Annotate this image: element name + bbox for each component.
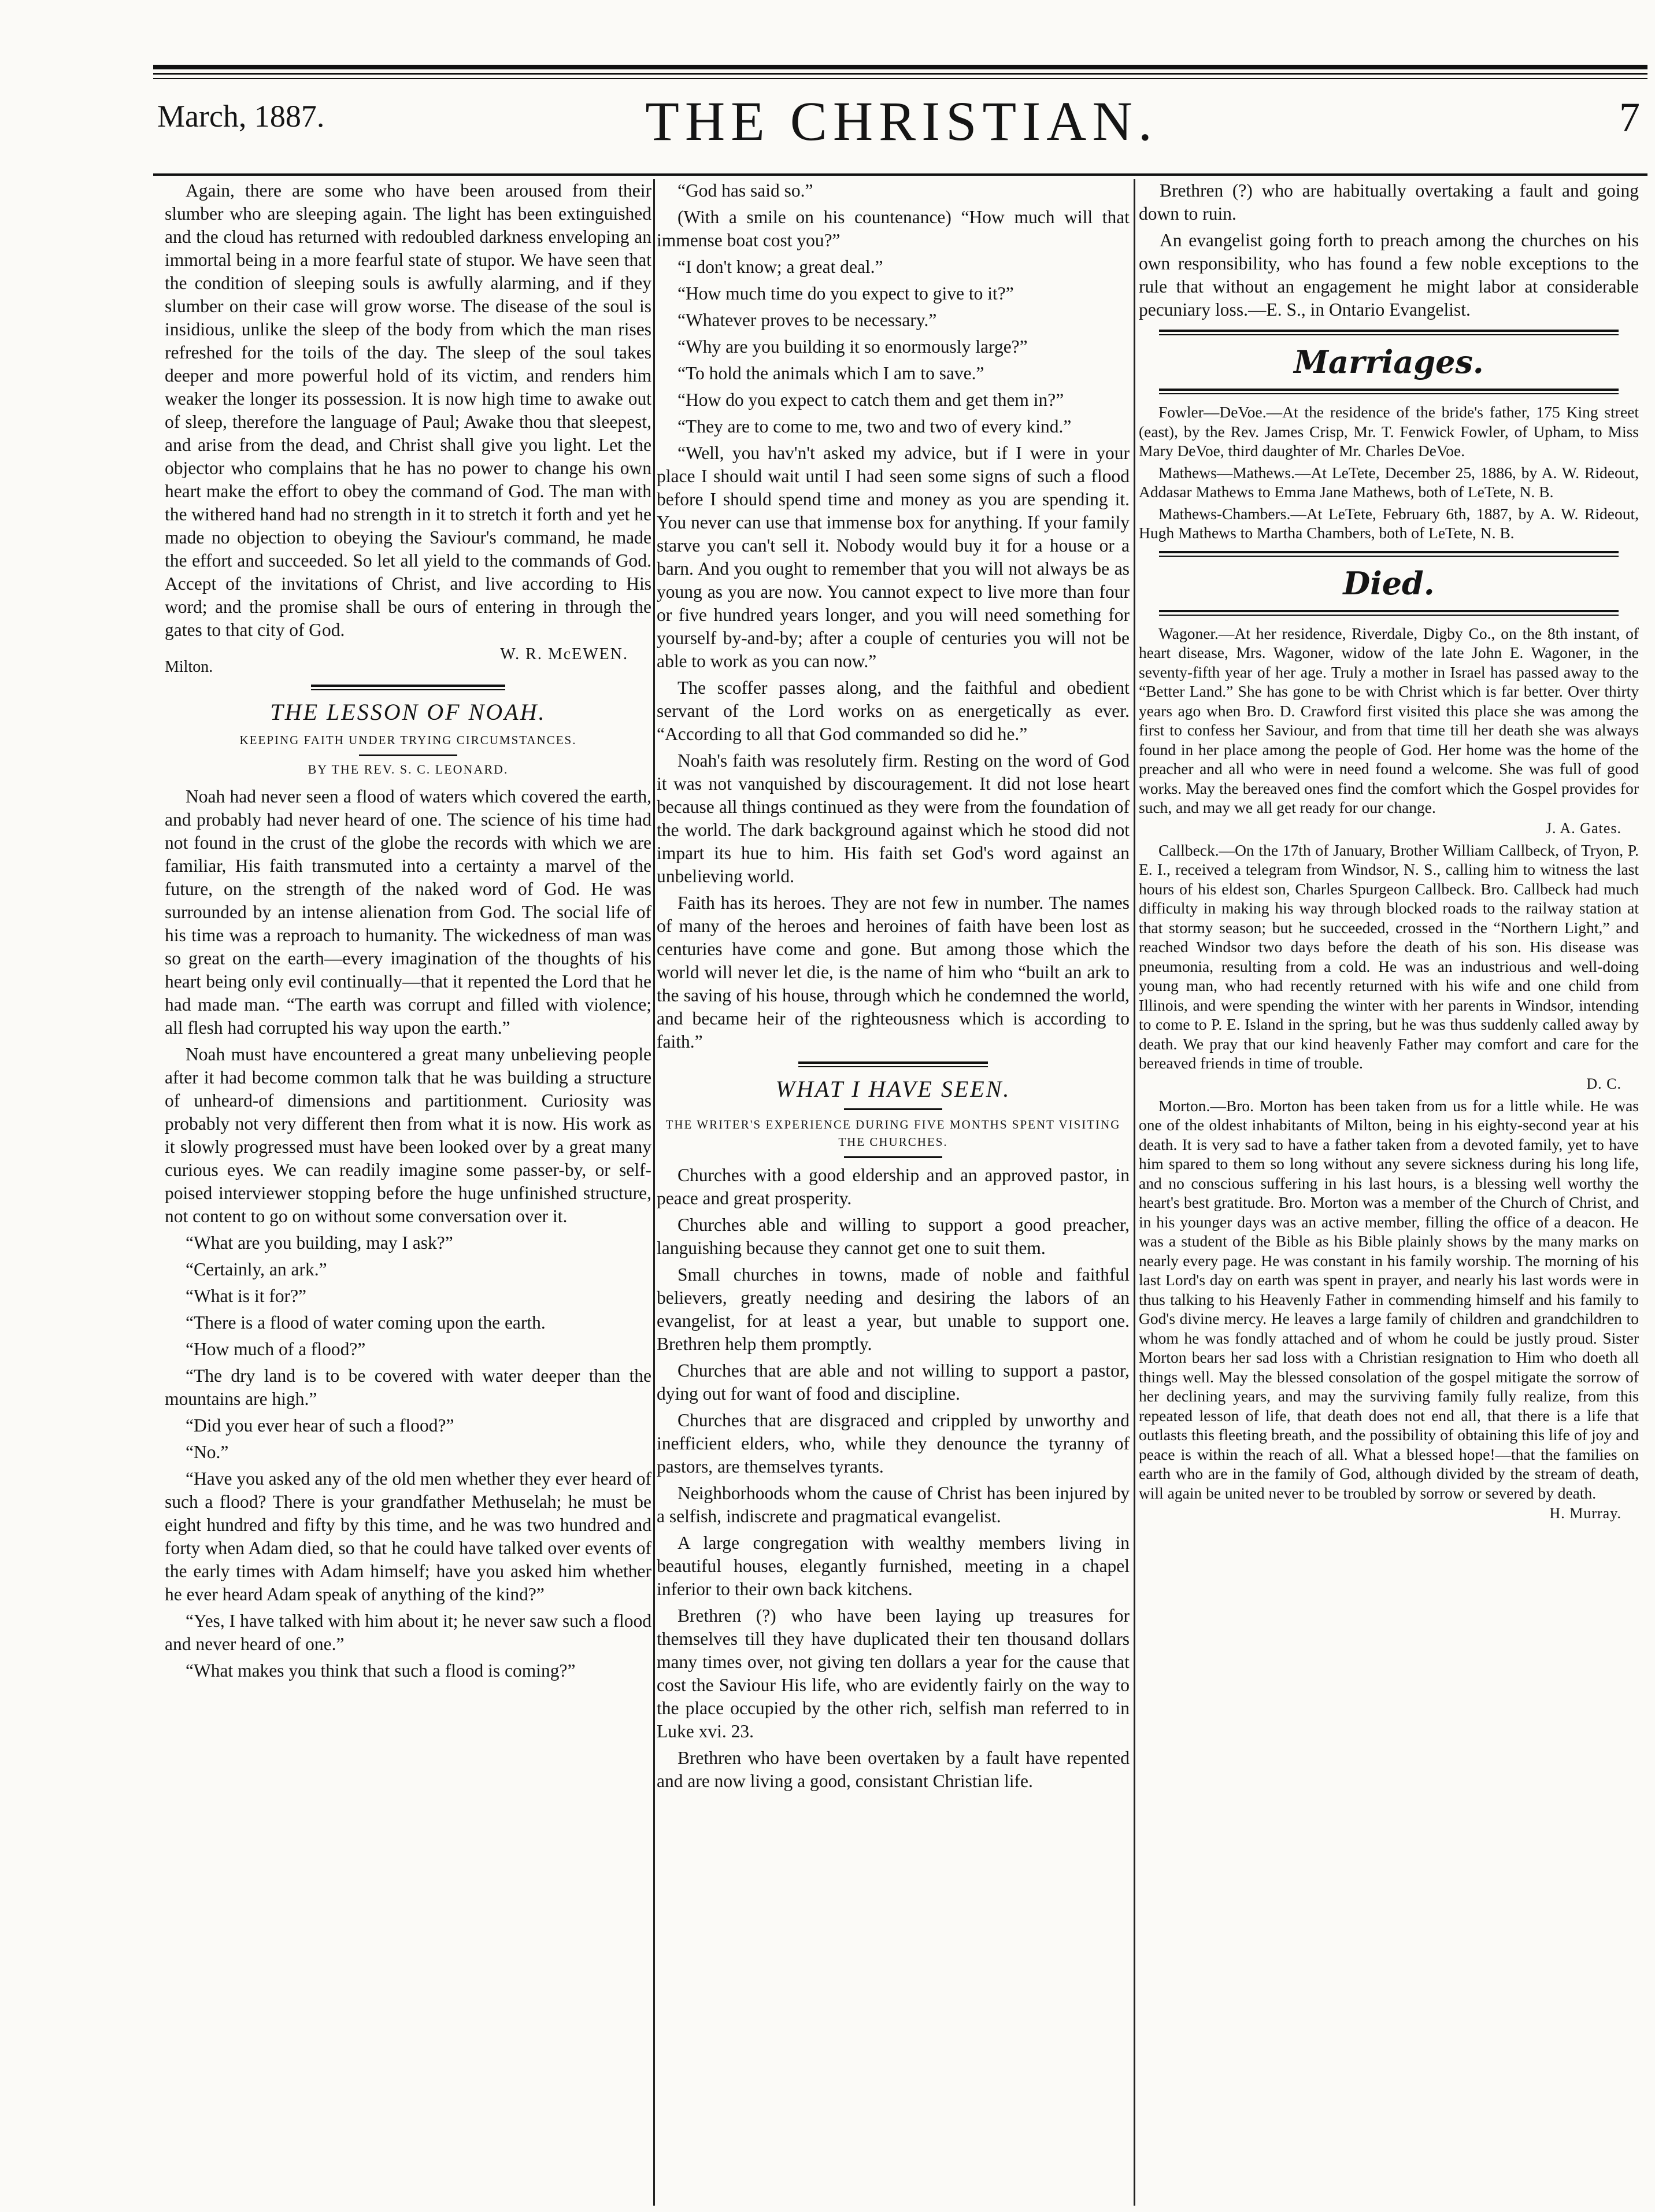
page-number: 7 <box>1619 94 1640 140</box>
marriage-notice: Mathews—Mathews.—At LeTete, December 25, 1886, by A. W. Rideout, Addasar Mathews to Emma Jane Mathews, both of LeTete, N. B. <box>1139 463 1639 501</box>
masthead-rule <box>153 78 1647 79</box>
dialogue-line: “What is it for?” <box>186 1286 307 1306</box>
column-1 <box>165 179 651 2209</box>
dialogue-line: “There is a flood of water coming upon the earth. <box>186 1312 546 1333</box>
article-paragraph: Churches that are disgraced and crippled by unworthy and inefficient elders, who, while they denounce the tyranny of pastors, are themselves tyrants. <box>657 1410 1130 1477</box>
dialogue-line: “They are to come to me, two and two of every kind.” <box>677 416 1072 437</box>
newspaper-title: THE CHRISTIAN. <box>645 90 1158 152</box>
column-2 <box>657 179 1130 2209</box>
article-paragraph: Noah's faith was resolutely firm. Resting on the word of God it was not vanquished by discouragement. It did not lose heart because all things continued as they were from the foundation of the world. The dark background against which he stood did not impart its hue to him. His faith set God's word against an unbelieving world. <box>657 750 1130 886</box>
dialogue-line: “The dry land is to be covered with water deeper than the mountains are high.” <box>165 1366 651 1409</box>
masthead <box>157 90 1646 162</box>
article-paragraph: Brethren (?) who have been laying up treasures for themselves till they have duplicated their ten thousand dollars many times over, not giving ten dollars a year for the cause that cost the Saviour His life, who are evidently fairly on the way to the place occupied by the other rich, selfish man referred to in Luke xvi. 23. <box>657 1606 1130 1741</box>
dialogue-line: “Why are you building it so enormously large?” <box>677 336 1028 357</box>
marriage-notice: Fowler—DeVoe.—At the residence of the bride's father, 175 King street (east), by the Rev. James Crisp, Mr. T. Fenwick Fowler, of Upham, to Miss Mary DeVoe, third daughter of Mr. Charles DeVoe. <box>1139 403 1639 460</box>
article-byline: BY THE REV. S. C. LEONARD. <box>308 762 509 776</box>
death-notice: Wagoner.—At her residence, Riverdale, Digby Co., on the 8th instant, of heart disease, Mrs. Wagoner, widow of the late John E. Wagoner, in the seventy-fifth year of her age. Truly a mother in Israel has passed away to the “Better Land.” She has gone to be with Christ which is far better. Over thirty years ago when Bro. D. Crawford first visited this place she was among the first to confess her Saviour, and from that time till her death she was always found in her place among the people of God. Her home was the home of the preacher and all who were in need found a welcome. She was full of good works. May the bereaved ones find the comfort which the Gospel provides for such, and may we all get ready for our change. <box>1139 624 1639 816</box>
masthead-rule <box>153 73 1647 75</box>
notice-signature: H. Murray. <box>1549 1505 1621 1522</box>
section-divider <box>311 685 506 690</box>
column-rule <box>1134 179 1135 2206</box>
article-paragraph: The scoffer passes along, and the faithful and obedient servant of the Lord works on as energetically as ever. “According to all that God commanded so did he.” <box>657 678 1130 744</box>
author-signature: W. R. McEWEN. <box>500 645 628 663</box>
article-subtitle: THE WRITER'S EXPERIENCE DURING FIVE MONTHS SPENT VISITING THE CHURCHES. <box>665 1118 1121 1149</box>
column-3 <box>1139 179 1639 2209</box>
short-divider <box>844 1156 942 1158</box>
signature-place: Milton. <box>165 658 213 676</box>
dialogue-line: “What are you building, may I ask?” <box>186 1233 453 1253</box>
dialogue-line: “God has said so.” <box>677 180 813 201</box>
dialogue-line: “I don't know; a great deal.” <box>677 257 883 277</box>
masthead-rule <box>153 65 1647 69</box>
article-paragraph: Noah must have encountered a great many unbelieving people after it had become common talk that he was building a structure of unheard-of dimensions and partitionment. Curiosity was probably not very different then from what it is now. His work as it slowly progressed must have been looked over by a great many curious eyes. We can readily imagine some passer-by, or self-poised interviewer stopping before the huge unfinished structure, not content to go on without some conversation over it. <box>165 1044 651 1226</box>
marriages-heading: Marriages. <box>1294 343 1484 380</box>
article-paragraph: A large congregation with wealthy members living in beautiful houses, elegantly furnished, meeting in a chapel inferior to their own back kitchens. <box>657 1533 1130 1599</box>
article-title: WHAT I HAVE SEEN. <box>775 1076 1011 1102</box>
dialogue-line: “Whatever proves to be necessary.” <box>677 310 937 330</box>
section-divider <box>798 1061 987 1067</box>
dialogue-line: “Have you asked any of the old men whether they ever heard of such a flood? There is your grandfather Methuselah; he must be eight hundred and fifty by this time, and he was two hundred and forty when Adam died, so that he could have talked over events of the early times with Adam himself; have you asked him whether he ever heard Adam speak of anything of the kind?” <box>165 1468 651 1604</box>
article-paragraph: Faith has its heroes. They are not few in number. The names of many of the heroes and heroines of faith have been lost as centuries have come and gone. But among those which the world will never let die, is the name of him who “built an ark to the saving of his house, through which he condemned the world, and became heir of the righteousness which is according to faith.” <box>657 893 1130 1052</box>
section-divider <box>1159 610 1619 616</box>
dialogue-line: “To hold the animals which I am to save.” <box>677 363 984 383</box>
short-divider <box>844 1108 942 1110</box>
article-paragraph: Brethren who have been overtaken by a fault have repented and are now living a good, consistant Christian life. <box>657 1748 1130 1791</box>
death-notices <box>1139 624 1639 1523</box>
article-paragraph: Churches able and willing to support a good preacher, languishing because they cannot get one to suit them. <box>657 1215 1130 1258</box>
header-rule <box>153 173 1647 176</box>
death-notice: Morton.—Bro. Morton has been taken from us for a little while. He was one of the oldest inhabitants of Milton, being in his eighty-second year at his death. It is very sad to have a father taken from a devoted family, yet to have him spared to them so long without any severe sickness during his long life, and no conscious suffering in his last hours, is a blessing well worthy the heart's best gratitude. Bro. Morton was a member of the Church of Christ, and in his younger days was an active member, filling the office of a deacon. He was a student of the Bible as his Bible plainly shows by the many marks on nearly every page. He was constant in his family worship. The morning of his last Lord's day on earth was spent in prayer, and nearly his last words were in thus talking to his Heavenly Father in commending himself and his family to God's divine mercy. He leaves a large family of children and grandchildren to whom he was fondly attached and of whom he could be justly proud. Sister Morton bears her sad loss with a Christian resignation to Him who doeth all things well. May the blessed consolation of the gospel mitigate the sorrow of her declining years, and may the surviving family fully realize, from this repeated lesson of life, that death does not end all, that there is a life that outlasts this fleeting breath, and the possibility of obtaining this life of joy and peace is within the reach of all. What a blessed hope!—that the families on earth who are in the family of God, although divided by the stream of death, will again be united never to be troubled by sorrow or severed by death. <box>1139 1096 1639 1502</box>
article-paragraph: Churches with a good eldership and an approved pastor, in peace and great prosperity. <box>657 1165 1130 1208</box>
article-paragraph: Churches that are able and not willing to support a pastor, dying out for want of food and discipline. <box>657 1360 1130 1404</box>
dialogue-line: “Yes, I have talked with him about it; he never saw such a flood and never heard of one.” <box>165 1611 651 1654</box>
marriage-notices <box>1139 402 1639 543</box>
dialogue-line: “How much of a flood?” <box>186 1339 366 1359</box>
notice-signature: J. A. Gates. <box>1545 819 1621 837</box>
article-subtitle: KEEPING FAITH UNDER TRYING CIRCUMSTANCES. <box>239 733 577 747</box>
short-divider <box>359 754 457 756</box>
dialogue-line: “Well, you hav'n't asked my advice, but if I were in your place I should wait until I had seen some signs of such a flood before I should spend time and money as you are spending it. You never can use that immense box for anything. If your family starve you can't sell it. Nobody would buy it for a house or a barn. And you ought to remember that you will not always be as young as you are now. You cannot expect to live more than four or five hundred years longer, and you will need something for yourself by-and-by; after a couple of centuries you will not be able to work as you can now.” <box>657 443 1130 671</box>
marriage-notice: Mathews-Chambers.—At LeTete, February 6th, 1887, by A. W. Rideout, Hugh Mathews to Martha Chambers, both of LeTete, N. B. <box>1139 504 1639 542</box>
dialogue-line: “Did you ever hear of such a flood?” <box>186 1415 454 1436</box>
article-paragraph: Again, there are some who have been aroused from their slumber who are sleeping again. The light has been extinguished and the cloud has returned with redoubled darkness enveloping an immortal being in a more fearful state of stupor. We have seen that the condition of sleeping souls is awfully alarming, and if they slumber on their case will grow worse. The disease of the soul is insidious, unlike the sleep of the body from which the man rises refreshed for the toils of the day. The sleep of the soul takes deeper and more powerful hold of its victim, and renders him weaker the longer its possession. It is now high time to awake out of sleep, therefore the language of Paul; Awake thou that sleepest, and arise from the dead, and Christ shall give you light. Let the objector who complains that he has no power to change his own heart make the effort to obey the command of God. The man with the withered hand had no strength in it to stretch it forth and yet he made no objection to obeying the Saviour's command, he made the effort and succeeded. So let all yield to the commands of God. Accept of the invitations of Christ, and live according to His word; and the promise shall be ours of entering in through the gates to that city of God. <box>165 180 651 640</box>
dialogue-line: (With a smile on his countenance) “How much will that immense boat cost you?” <box>657 207 1130 250</box>
issue-date: March, 1887. <box>157 99 325 134</box>
article-paragraph: Noah had never seen a flood of waters which covered the earth, and probably had never heard of one. The science of his time had not found in the crust of the globe the records with which we are familiar, His faith transmuted into a certainty a marvel of the future, on the strength of the naked word of God. He was surrounded by an intense alienation from God. The social life of his time was a reproach to humanity. The wickedness of man was so great on the earth—every imagination of the thoughts of his heart being only evil continually—that it repented the Lord that he had made man. “The earth was corrupt and filled with violence; all flesh had corrupted his way upon the earth.” <box>165 786 651 1038</box>
death-notice: Callbeck.—On the 17th of January, Brother William Callbeck, of Tryon, P. E. I., received a telegram from Windsor, N. S., calling him to witness the last hours of his eldest son, Charles Spurgeon Callbeck. Bro. Callbeck had much difficulty in making his way through blocked roads to the railway station at that stormy season; but he succeeded, crossed in the “Northern Light,” and reached Windsor two days before the death of his son. His disease was pneumonia, resulting from a cold. He was an industrious and well-doing young man, who had recently returned with his wife and one child from Illinois, and were spending the winter with her parents in Windsor, intending to come to P. E. Island in the spring, but he was thus suddenly called away by death. We pray that our kind heavenly Father may comfort and care for the bereaved friends in time of trouble. <box>1139 841 1639 1072</box>
dialogue-line: “How much time do you expect to give to it?” <box>677 283 1014 304</box>
article-paragraph: Neighborhoods whom the cause of Christ has been injured by a selfish, indiscrete and pragmatical evangelist. <box>657 1483 1130 1526</box>
dialogue-line: “Certainly, an ark.” <box>186 1259 327 1279</box>
article-paragraph: An evangelist going forth to preach among the churches on his own responsibility, who has found a few noble exceptions to the rule that without an engagement he might labor at considerable pecuniary loss.—E. S., in Ontario Evangelist. <box>1139 230 1639 320</box>
notice-signature: D. C. <box>1586 1075 1621 1092</box>
section-divider <box>1159 551 1619 557</box>
section-divider <box>1159 389 1619 394</box>
article-title: THE LESSON OF NOAH. <box>270 699 546 725</box>
column-rule <box>653 179 655 2206</box>
died-heading: Died. <box>1343 564 1435 602</box>
dialogue-line: “What makes you think that such a flood is coming?” <box>186 1660 576 1681</box>
dialogue-line: “No.” <box>186 1442 229 1462</box>
section-divider <box>1159 330 1619 335</box>
dialogue-line: “How do you expect to catch them and get them in?” <box>677 390 1064 410</box>
article-paragraph: Small churches in towns, made of noble and faithful believers, greatly needing and desiring the labors of an evangelist, for at least a year, but unable to support one. Brethren help them promptly. <box>657 1264 1130 1354</box>
article-paragraph: Brethren (?) who are habitually overtaking a fault and going down to ruin. <box>1139 180 1639 224</box>
